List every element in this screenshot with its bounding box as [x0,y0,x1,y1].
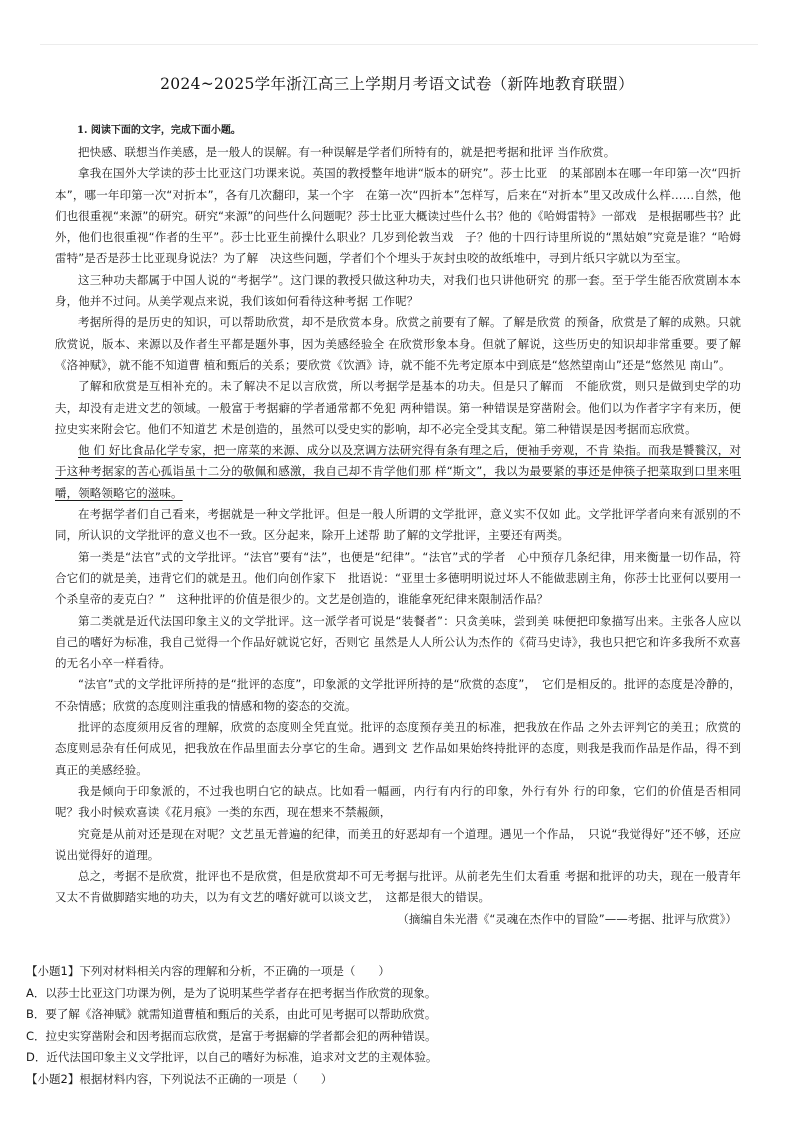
question-stem: 【小题1】下列对材料相关内容的理解和分析，不正确的一项是（ ） [26,964,390,978]
paragraph: 了解和欣赏是互相补充的。未了解决不足以言欣赏，所以考据学是基本的功夫。但是只了解而 不能欣赏，则只是做到史学的功夫，却没有走进文艺的领域。一般富于考据癖的学者通常都不免犯 两种错误。第一种错误是穿凿附会。他们以为作者字字有来历，便拉史实来附会它。他们不知道艺 术是创造的，虽然可以受史实的影响，却不必完全受其支配。第二种错误是因考据而忘欣赏。 [55,379,741,436]
paragraph: 我是倾向于印象派的，不过我也明白它的缺点。比如看一幅画，内行有内行的印象，外行有外 行的印象，它们的价值是否相同呢？我小时候欢喜读《花月痕》一类的东西，现在想来不禁赧颜， [55,783,741,820]
section-header: 1. 阅读下面的文字，完成下面小题。 [77,125,241,136]
paragraph: 批评的态度须用反省的理解，欣赏的态度则全凭直觉。批评的态度预存美丑的标准，把我放在作品 之外去评判它的美丑；欣赏的态度则忌杂有任何成见，把我放在作品里面去分享它的生命。遇到文 艺作品如果始终持批评的态度，则我是我而作品是作品，得不到真正的美感经验。 [55,720,741,777]
paragraph: 这三种功夫都属于中国人说的“考据学”。这门课的教授只做这种功夫，对我们也只讲他研究 的那一套。至于学生能否欣赏剧本本身，他并不过问。从美学观点来说，我们该如何看待这种考据 工作呢？ [55,272,741,309]
answer-option: D．近代法国印象主义文学批评，以自己的嗜好为标准，追求对文艺的主观体验。 [26,1050,438,1065]
paragraph: 拿我在国外大学读的莎士比亚这门功课来说。英国的教授整年地讲“版本的研究”。莎士比亚 的某部剧本在哪一年印第一次“四折本”，哪一年印第一次“对折本”，各有几次翻印，某一个字 在第一次“四折本”怎样写，后来在“对折本”里又改成什么样……自然，他们也很重视“来源”的研究。研究“来源”的问些什么问题呢？莎士比亚大概读过些什么书？他的《哈姆雷特》一部戏 是根据哪些书？此外，他们也很重视“作者的生平”。莎士比亚生前操什么职业？几岁到伦敦当戏 子？他的十四行诗里所说的“黑姑娘”究竟是谁？“哈姆雷特”是否是莎士比亚现身说法？为了解 决这些问题，学者们个个埋头于灰封虫咬的故纸堆中，寻到片纸只字就以为至宝。 [55,166,741,266]
paragraph: “法官”式的文学批评所持的是“批评的态度”，印象派的文学批评所持的是“欣赏的态度”， 它们是相反的。批评的态度是冷静的，不杂情感；欣赏的态度则注重我的情感和物的姿态的交流。 [55,677,741,713]
answer-option: A．以莎士比亚这门功课为例，是为了说明某些学者存在把考据当作欣赏的现象。 [26,985,437,1000]
paragraph: 他 们 好比食品化学专家，把一席菜的来源、成分以及烹调方法研究得有条有理之后，便袖手旁观，不肯 染指。而我是饕餮汉，对于这种考据家的苦心孤诣虽十二分的敬佩和感激，我自己却不肯学他们那 样“斯文”，我以为最要紧的事还是伸筷子把菜取到口里来咀嚼，领略领略它的滋味。 [55,443,741,500]
paragraph: 考据所得的是历史的知识，可以帮助欣赏，却不是欣赏本身。欣赏之前要有了解。了解是欣赏 的预备，欣赏是了解的成熟。只就欣赏说，版本、来源以及作者生平都是题外事，因为美感经验全 在欣赏形象本身。但就了解说，这些历史的知识却非常重要。要了解《洛神赋》，就不能不知道曹 植和甄后的关系；要欣赏《饮酒》诗，就不能不先考定原本中到底是“悠然望南山”还是“悠然见 南山”。 [55,315,741,372]
answer-option: B．要了解《洛神赋》就需知道曹植和甄后的关系，由此可见考据可以帮助欣赏。 [26,1007,437,1022]
answer-option: C．拉史实穿凿附会和因考据而忘欣赏，是富于考据癖的学者都会犯的两种错误。 [26,1028,437,1043]
paragraph: 把快感、联想当作美感，是一般人的误解。有一种误解是学者们所特有的，就是把考据和批评 当作欣赏。 [78,145,616,159]
question-stem: 【小题2】根据材料内容，下列说法不正确的一项是（ ） [26,1071,333,1086]
paragraph: 第一类是“法官”式的文学批评。“法官”要有“法”，也便是“纪律”。“法官”式的学者 心中预存几条纪律，用来衡量一切作品，符合它们的就是美，违背它们的就是丑。他们向创作家下 批语说：“亚里士多德明明说过坏人不能做悲剧主角，你莎士比亚何以要用一个杀皇帝的麦克白？” 这种批评的价值是很少的。文艺是创造的，谁能拿死纪律来限制活作品？ [55,549,741,607]
paragraph: 第二类就是近代法国印象主义的文学批评。这一派学者可说是“装餐者”：只贪美味，尝到美 味便把印象描写出来。主张各人应以自己的嗜好为标准，我自己觉得一个作品好就说它好，否则它 虽然是人人所公认为杰作的《荷马史诗》，我也只把它和许多我所不欢喜的无名小卒一样看待。 [55,613,741,671]
question-list [26,961,726,1091]
paragraph-list [55,142,741,909]
reading-passage [55,120,741,930]
header-rule [40,44,758,45]
paragraph: 总之，考据不是欣赏，批评也不是欣赏，但是欣赏却不可无考据与批评。从前老先生们太看重 考据和批评的功夫，现在一般青年又太不肯做脚踏实地的功夫，以为有文艺的嗜好就可以谈文艺， 这都是很大的错误。 [55,869,741,905]
page-title: 2024~2025学年浙江高三上学期月考语文试卷（新阵地教育联盟） [160,75,634,93]
paragraph: 究竟是从前对还是现在对呢？文艺虽无普遍的纪律，而美丑的好恶却有一个道理。遇见一个作品， 只说“我觉得好”还不够，还应说出觉得好的道理。 [55,826,741,862]
paragraph: 在考据学者们自己看来，考据就是一种文学批评。但是一般人所谓的文学批评，意义实不仅如 此。文学批评学者向来有派别的不同，所认识的文学批评的意义也不一致。区分起来，除开上述帮 助了解的文学批评，主要还有两类。 [55,507,741,543]
source-citation: （摘编自朱光潜《“灵魂在杰作中的冒险”——考据、批评与欣赏》） [397,911,737,926]
